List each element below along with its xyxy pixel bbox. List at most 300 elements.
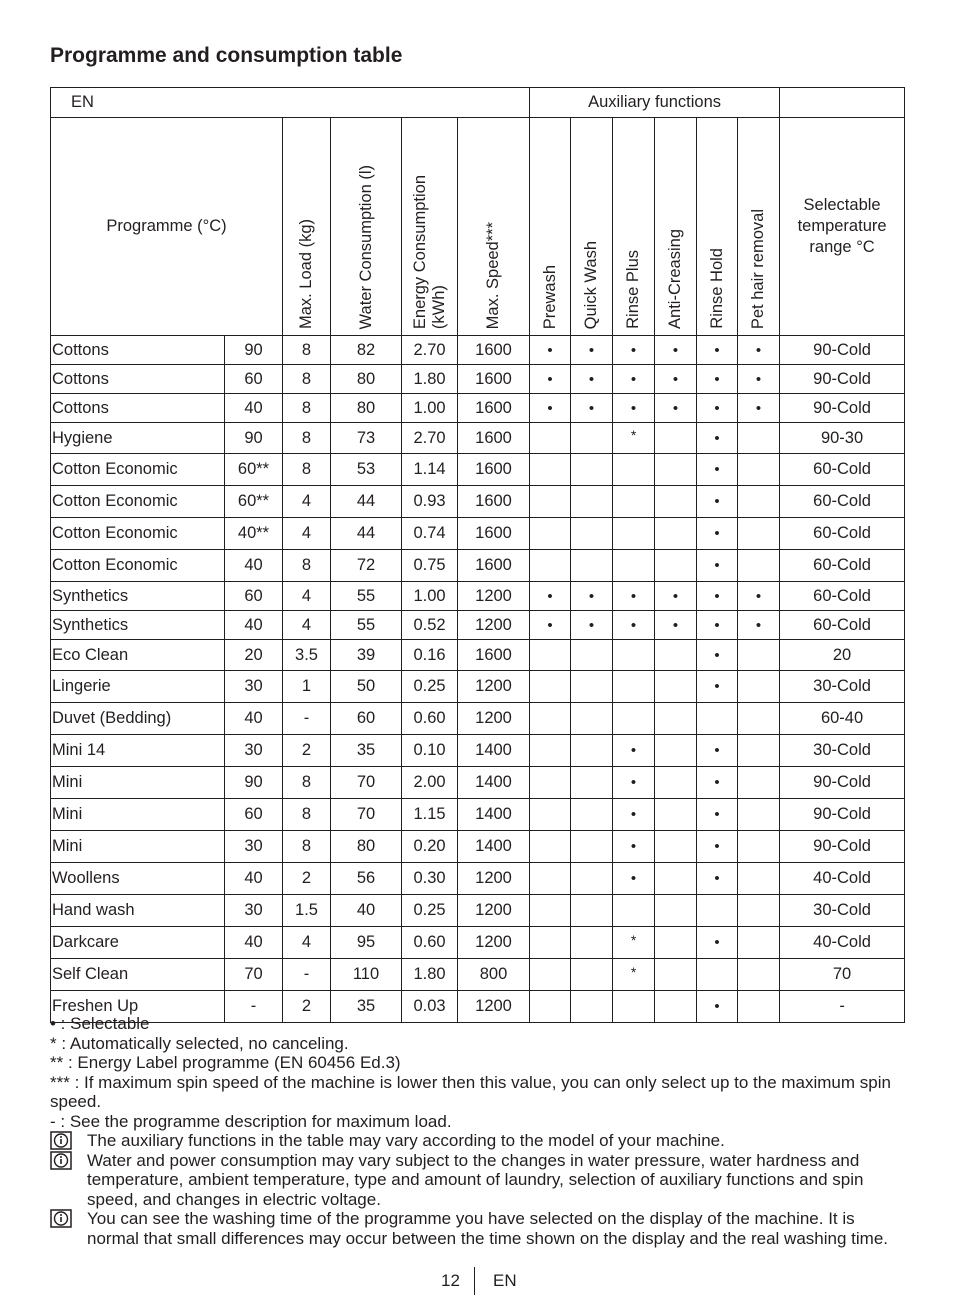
aux-cell: [571, 365, 613, 394]
aux-cell: [738, 927, 780, 959]
speed-cell: 1200: [458, 582, 530, 611]
aux-cell: [655, 895, 697, 927]
table-row: [51, 927, 905, 959]
programme-name: Mini: [51, 799, 225, 831]
aux-cell: [738, 831, 780, 863]
aux-cell: [613, 767, 655, 799]
selectable-mark: •: [630, 370, 637, 388]
footer-divider: [474, 1267, 475, 1295]
temp-range-cell: 70: [780, 959, 905, 991]
selectable-mark: •: [547, 616, 553, 634]
aux-cell: [530, 423, 571, 454]
note-selectable: • : Selectable: [50, 1014, 150, 1033]
aux-cell: [697, 671, 738, 703]
aux-cell: [697, 863, 738, 895]
aux-cell: [697, 423, 738, 454]
speed-cell: 1600: [458, 486, 530, 518]
anti-creasing-header: Anti-Creasing: [655, 118, 697, 336]
temp-range-cell: 60-Cold: [780, 611, 905, 640]
aux-cell: [613, 671, 655, 703]
aux-cell: [571, 611, 613, 640]
programme-name: Cottons: [51, 365, 225, 394]
aux-cell: [613, 799, 655, 831]
water-header: Water Consumption (l): [331, 118, 402, 336]
aux-cell: [738, 423, 780, 454]
note-energy-label: ** : Energy Label programme (EN 60456 Ed.3): [50, 1053, 401, 1072]
programme-temp: 40**: [225, 518, 283, 550]
aux-cell: [530, 895, 571, 927]
aux-cell: [571, 767, 613, 799]
max-load-cell: -: [283, 959, 331, 991]
speed-cell: 1600: [458, 365, 530, 394]
speed-cell: 800: [458, 959, 530, 991]
programme-temp: 30: [225, 735, 283, 767]
selectable-mark: •: [714, 870, 720, 887]
aux-cell: [530, 959, 571, 991]
selectable-mark: •: [630, 341, 637, 359]
speed-cell: 1200: [458, 703, 530, 735]
selectable-mark: •: [588, 370, 595, 388]
programme-name: Cotton Economic: [51, 454, 225, 486]
temp-range-cell: 60-Cold: [780, 550, 905, 582]
aux-cell: [613, 703, 655, 735]
water-cell: 35: [331, 735, 402, 767]
water-cell: 80: [331, 831, 402, 863]
energy-cell: 2.70: [402, 336, 458, 365]
aux-cell: [655, 454, 697, 486]
programme-name: Hygiene: [51, 423, 225, 454]
programme-name: Duvet (Bedding): [51, 703, 225, 735]
info-icon: [50, 1151, 72, 1170]
aux-cell: [530, 518, 571, 550]
energy-cell: 0.60: [402, 703, 458, 735]
aux-cell: [613, 895, 655, 927]
aux-cell: [697, 365, 738, 394]
table-row: [51, 767, 905, 799]
aux-cell: [697, 336, 738, 365]
programme-name: Woollens: [51, 863, 225, 895]
aux-cell: [697, 518, 738, 550]
max-load-cell: -: [283, 703, 331, 735]
max-load-cell: 1.5: [283, 895, 331, 927]
speed-cell: 1200: [458, 895, 530, 927]
aux-cell: [613, 454, 655, 486]
max-load-cell: 8: [283, 550, 331, 582]
aux-cell: [738, 863, 780, 895]
info-icon: [50, 1209, 72, 1228]
rinse-plus-header: Rinse Plus: [613, 118, 655, 336]
programme-name: Cottons: [51, 336, 225, 365]
table-row: [51, 336, 905, 365]
aux-cell: [738, 336, 780, 365]
table-row: [51, 611, 905, 640]
programme-temp: 20: [225, 640, 283, 671]
water-cell: 80: [331, 365, 402, 394]
selectable-mark: •: [714, 370, 720, 388]
energy-cell: 0.16: [402, 640, 458, 671]
aux-cell: [697, 767, 738, 799]
aux-cell: [655, 486, 697, 518]
aux-cell: [738, 582, 780, 611]
selectable-mark: •: [630, 774, 637, 791]
selectable-mark: •: [630, 806, 637, 823]
temp-range-cell: 20: [780, 640, 905, 671]
programme-temp: 90: [225, 336, 283, 365]
notes: [50, 1014, 910, 1248]
energy-cell: 1.00: [402, 394, 458, 423]
aux-cell: [571, 927, 613, 959]
aux-cell: [613, 640, 655, 671]
temp-range-cell: 60-40: [780, 703, 905, 735]
aux-cell: [738, 767, 780, 799]
aux-cell: [530, 927, 571, 959]
programme-name: Mini: [51, 767, 225, 799]
aux-cell: [613, 611, 655, 640]
selectable-mark: •: [588, 399, 595, 417]
aux-cell: [655, 394, 697, 423]
programme-temp: 30: [225, 895, 283, 927]
aux-cell: [613, 365, 655, 394]
water-cell: 60: [331, 703, 402, 735]
temp-range-cell: 30-Cold: [780, 671, 905, 703]
speed-cell: 1200: [458, 927, 530, 959]
selectable-mark: •: [714, 678, 720, 695]
selectable-mark: •: [547, 399, 553, 417]
aux-cell: [738, 703, 780, 735]
water-cell: 40: [331, 895, 402, 927]
programme-name: Darkcare: [51, 927, 225, 959]
aux-cell: [530, 582, 571, 611]
selectable-mark: •: [755, 399, 762, 417]
aux-cell: [571, 959, 613, 991]
aux-cell: [571, 863, 613, 895]
table-row: [51, 640, 905, 671]
water-cell: 110: [331, 959, 402, 991]
programme-name: Mini: [51, 831, 225, 863]
water-cell: 82: [331, 336, 402, 365]
water-cell: 73: [331, 423, 402, 454]
selectable-mark: •: [714, 525, 720, 542]
programme-temp: 30: [225, 671, 283, 703]
aux-cell: [655, 799, 697, 831]
selectable-mark: •: [755, 587, 762, 605]
aux-cell: [613, 582, 655, 611]
programme-temp: 60**: [225, 454, 283, 486]
programme-temp: 60: [225, 365, 283, 394]
aux-cell: [613, 927, 655, 959]
max-speed-header: Max. Speed***: [458, 118, 530, 336]
language-label: EN: [51, 88, 530, 118]
programme-temp: 90: [225, 423, 283, 454]
programme-name: Cotton Economic: [51, 518, 225, 550]
speed-cell: 1600: [458, 336, 530, 365]
aux-cell: [530, 336, 571, 365]
selectable-mark: •: [714, 616, 720, 634]
aux-cell: [571, 582, 613, 611]
max-load-cell: 8: [283, 336, 331, 365]
selectable-mark: •: [630, 616, 637, 634]
aux-cell: [613, 486, 655, 518]
speed-cell: 1400: [458, 799, 530, 831]
aux-cell: [571, 336, 613, 365]
temp-range-cell: 60-Cold: [780, 518, 905, 550]
aux-cell: [655, 767, 697, 799]
temp-range-header: Selectable temperature range °C: [780, 118, 905, 336]
aux-cell: [530, 640, 571, 671]
aux-cell: [571, 423, 613, 454]
selectable-mark: •: [714, 399, 720, 417]
aux-cell: [530, 454, 571, 486]
aux-cell: [613, 518, 655, 550]
max-load-cell: 4: [283, 582, 331, 611]
table-row: [51, 831, 905, 863]
temp-range-cell: 90-Cold: [780, 767, 905, 799]
programme-temp: 90: [225, 767, 283, 799]
aux-cell: [655, 582, 697, 611]
selectable-mark: •: [714, 838, 720, 855]
energy-cell: 1.80: [402, 365, 458, 394]
speed-cell: 1600: [458, 640, 530, 671]
programme-temp: 60: [225, 799, 283, 831]
aux-cell: [697, 454, 738, 486]
energy-cell: 1.14: [402, 454, 458, 486]
max-load-cell: 4: [283, 611, 331, 640]
max-load-cell: 2: [283, 991, 331, 1023]
water-cell: 35: [331, 991, 402, 1023]
programme-temp: 40: [225, 703, 283, 735]
table-row: [51, 582, 905, 611]
aux-cell: [571, 831, 613, 863]
selectable-mark: •: [588, 341, 595, 359]
aux-cell: [655, 735, 697, 767]
selectable-mark: •: [714, 341, 720, 359]
energy-cell: 0.74: [402, 518, 458, 550]
aux-cell: [530, 735, 571, 767]
energy-header: Energy Consumption (kWh): [402, 118, 458, 336]
speed-cell: 1400: [458, 767, 530, 799]
aux-cell: [613, 735, 655, 767]
programme-name: Eco Clean: [51, 640, 225, 671]
aux-cell: [530, 394, 571, 423]
water-cell: 95: [331, 927, 402, 959]
selectable-mark: •: [755, 341, 762, 359]
aux-cell: [571, 703, 613, 735]
aux-cell: [738, 454, 780, 486]
aux-cell: [738, 895, 780, 927]
aux-cell: [655, 863, 697, 895]
water-cell: 44: [331, 486, 402, 518]
table-row: [51, 423, 905, 454]
aux-cell: [697, 486, 738, 518]
note-max-load: - : See the programme description for maximum load.: [50, 1111, 452, 1131]
aux-cell: [738, 671, 780, 703]
selectable-mark: •: [714, 557, 720, 574]
aux-cell: [571, 486, 613, 518]
temp-range-cell: 60-Cold: [780, 486, 905, 518]
aux-cell: [738, 550, 780, 582]
temp-range-cell: 90-Cold: [780, 831, 905, 863]
selectable-mark: •: [714, 429, 720, 447]
aux-cell: [738, 959, 780, 991]
programme-temp: 60: [225, 582, 283, 611]
page-number: 12: [441, 1271, 460, 1290]
max-load-cell: 4: [283, 518, 331, 550]
max-load-cell: 2: [283, 863, 331, 895]
aux-cell: [571, 735, 613, 767]
auto-mark: *: [630, 963, 637, 980]
aux-cell: [738, 611, 780, 640]
info-icon: [50, 1131, 72, 1150]
water-cell: 44: [331, 518, 402, 550]
aux-cell: [697, 895, 738, 927]
aux-cell: [655, 611, 697, 640]
page-title: Programme and consumption table: [50, 44, 403, 67]
programme-name: Cotton Economic: [51, 550, 225, 582]
speed-cell: 1200: [458, 671, 530, 703]
programme-temp: 70: [225, 959, 283, 991]
empty-header-cell: [780, 88, 905, 118]
selectable-mark: •: [714, 646, 720, 664]
programme-name: Freshen Up: [51, 991, 225, 1023]
water-cell: 72: [331, 550, 402, 582]
max-load-cell: 8: [283, 365, 331, 394]
aux-cell: [697, 959, 738, 991]
water-cell: 56: [331, 863, 402, 895]
aux-cell: [738, 640, 780, 671]
selectable-mark: •: [588, 587, 595, 605]
footer-language: EN: [493, 1271, 517, 1290]
prewash-header: Prewash: [530, 118, 571, 336]
selectable-mark: •: [672, 370, 679, 388]
selectable-mark: •: [714, 493, 720, 510]
rinse-hold-header: Rinse Hold: [697, 118, 738, 336]
speed-cell: 1600: [458, 454, 530, 486]
speed-cell: 1600: [458, 550, 530, 582]
selectable-mark: •: [672, 587, 679, 605]
aux-cell: [530, 703, 571, 735]
pet-hair-header: Pet hair removal: [738, 118, 780, 336]
selectable-mark: •: [672, 399, 679, 417]
selectable-mark: •: [630, 587, 637, 605]
table-row: [51, 959, 905, 991]
table-row: [51, 799, 905, 831]
aux-cell: [530, 863, 571, 895]
programme-name: Self Clean: [51, 959, 225, 991]
aux-cell: [530, 550, 571, 582]
temp-range-cell: 90-Cold: [780, 799, 905, 831]
note-auto: * : Automatically selected, no canceling.: [50, 1033, 349, 1053]
aux-cell: [530, 486, 571, 518]
temp-range-cell: 60-Cold: [780, 454, 905, 486]
table-row: [51, 518, 905, 550]
temp-range-cell: -: [780, 991, 905, 1023]
aux-cell: [613, 423, 655, 454]
water-cell: 53: [331, 454, 402, 486]
aux-cell: [697, 703, 738, 735]
table-row: [51, 550, 905, 582]
temp-range-cell: 90-Cold: [780, 394, 905, 423]
water-cell: 55: [331, 611, 402, 640]
speed-cell: 1600: [458, 394, 530, 423]
programme-name: Cottons: [51, 394, 225, 423]
aux-cell: [613, 959, 655, 991]
aux-cell: [655, 959, 697, 991]
info-note-3: You can see the washing time of the programme you have selected on the display of the machine. It is normal that small differences may occur between the time shown on the display and the real washing time.: [50, 1209, 910, 1248]
max-load-cell: 4: [283, 486, 331, 518]
aux-cell: [613, 863, 655, 895]
selectable-mark: •: [630, 742, 637, 759]
aux-cell: [697, 799, 738, 831]
water-cell: 39: [331, 640, 402, 671]
aux-cell: [571, 671, 613, 703]
selectable-mark: •: [630, 870, 637, 887]
aux-cell: [571, 799, 613, 831]
aux-cell: [738, 799, 780, 831]
aux-cell: [530, 767, 571, 799]
temp-range-cell: 40-Cold: [780, 863, 905, 895]
energy-cell: 2.00: [402, 767, 458, 799]
auto-mark: *: [630, 427, 637, 443]
selectable-mark: •: [714, 461, 720, 478]
max-load-cell: 4: [283, 927, 331, 959]
speed-cell: 1200: [458, 991, 530, 1023]
speed-cell: 1400: [458, 831, 530, 863]
table-row: [51, 735, 905, 767]
aux-cell: [697, 735, 738, 767]
aux-cell: [655, 831, 697, 863]
table-row: [51, 895, 905, 927]
aux-cell: [738, 486, 780, 518]
speed-cell: 1200: [458, 863, 530, 895]
aux-cell: [697, 550, 738, 582]
info-note-2: Water and power consumption may vary subject to the changes in water pressure, water hardness and temperature, ambient temperature, type and amount of laundry, selection of auxiliary functions and spin speed, and changes in electric voltage.: [50, 1151, 910, 1210]
programme-temp: 40: [225, 611, 283, 640]
aux-cell: [613, 550, 655, 582]
table-row: [51, 394, 905, 423]
max-load-cell: 2: [283, 735, 331, 767]
aux-cell: [655, 365, 697, 394]
programme-temp: 40: [225, 863, 283, 895]
table-row: [51, 454, 905, 486]
table-row: [51, 486, 905, 518]
aux-cell: [697, 582, 738, 611]
aux-cell: [530, 365, 571, 394]
aux-cell: [697, 927, 738, 959]
aux-cell: [571, 454, 613, 486]
selectable-mark: •: [714, 587, 720, 605]
selectable-mark: •: [714, 806, 720, 823]
selectable-mark: •: [714, 998, 720, 1015]
energy-cell: 2.70: [402, 423, 458, 454]
selectable-mark: •: [547, 587, 553, 605]
energy-cell: 0.93: [402, 486, 458, 518]
aux-cell: [655, 640, 697, 671]
programme-temp: -: [225, 991, 283, 1023]
speed-cell: 1600: [458, 423, 530, 454]
water-cell: 55: [331, 582, 402, 611]
aux-cell: [697, 394, 738, 423]
energy-cell: 0.25: [402, 895, 458, 927]
max-load-cell: 8: [283, 799, 331, 831]
aux-cell: [738, 735, 780, 767]
programme-name: Lingerie: [51, 671, 225, 703]
energy-cell: 0.25: [402, 671, 458, 703]
temp-range-cell: 40-Cold: [780, 927, 905, 959]
aux-cell: [655, 518, 697, 550]
energy-cell: 0.75: [402, 550, 458, 582]
selectable-mark: •: [672, 341, 679, 359]
max-load-cell: 1: [283, 671, 331, 703]
